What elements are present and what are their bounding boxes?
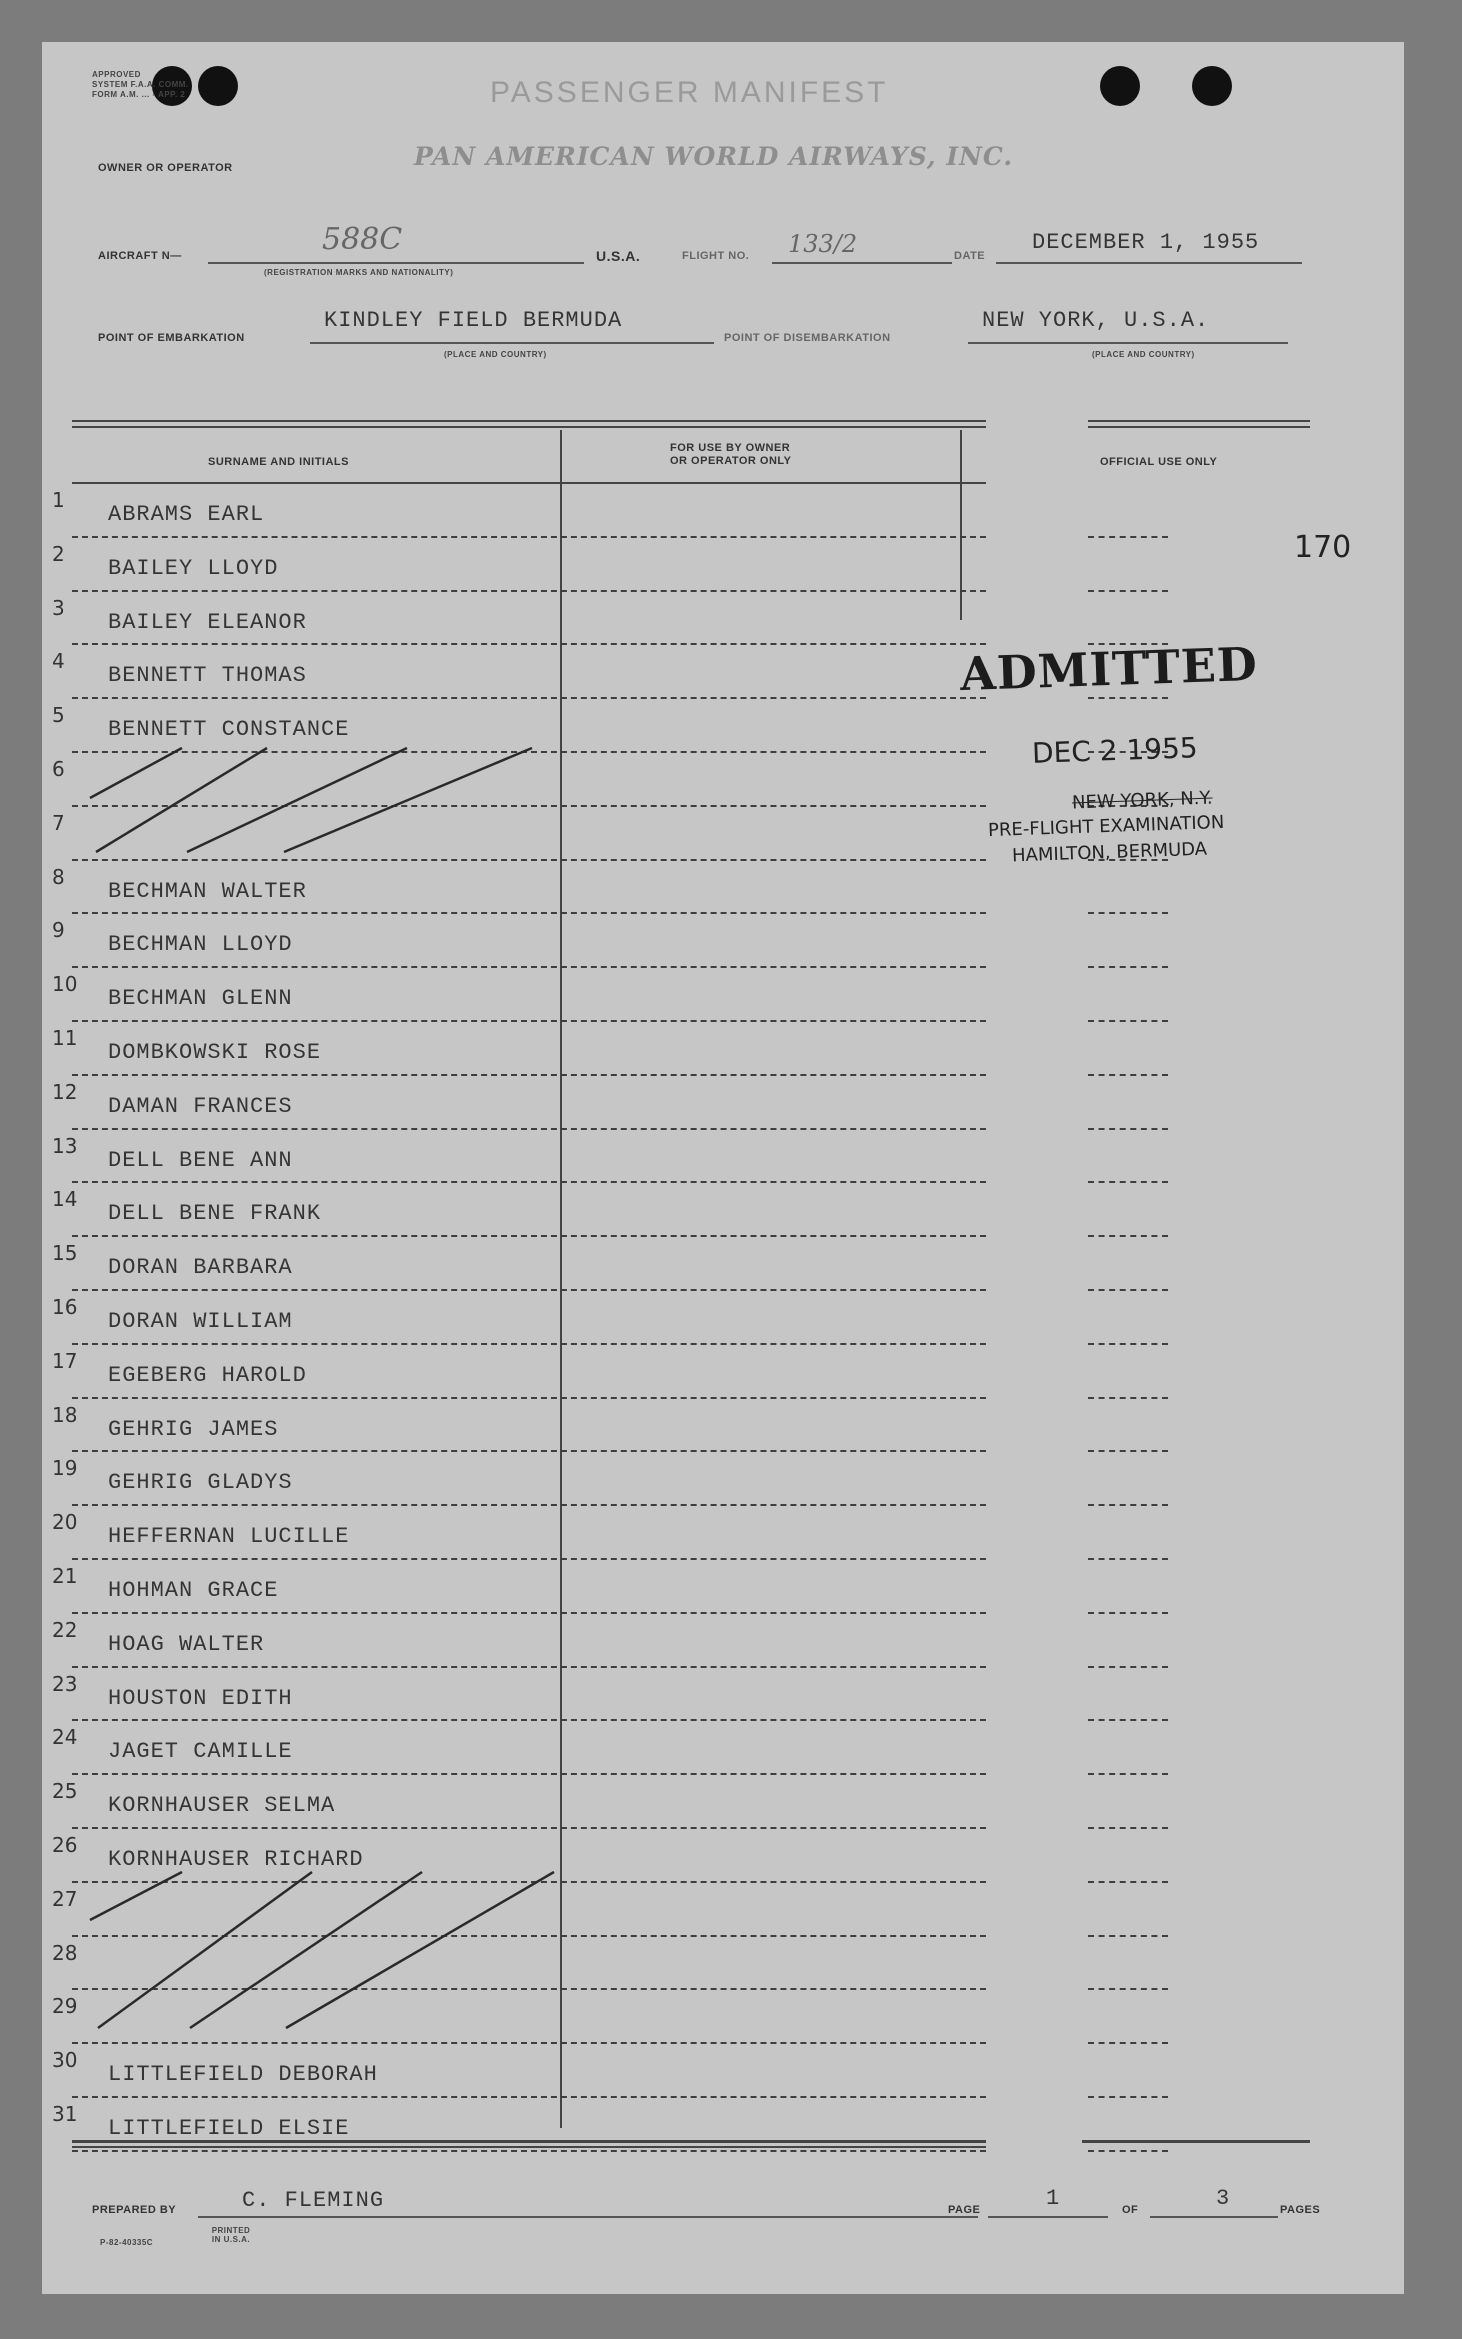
aircraft-label: AIRCRAFT N—: [98, 250, 182, 262]
passenger-name: HOUSTON EDITH: [108, 1685, 293, 1711]
of-value: 3: [1216, 2186, 1231, 2211]
passenger-name: BENNETT CONSTANCE: [108, 717, 350, 743]
row-number: 26: [52, 1833, 78, 1857]
form-number: P-82-40335C: [100, 2238, 154, 2247]
passenger-name: BECHMAN WALTER: [108, 878, 307, 904]
aircraft-sub: (REGISTRATION MARKS AND NATIONALITY): [264, 268, 454, 277]
passenger-name: BAILEY ELEANOR: [108, 609, 307, 635]
row-number: 12: [52, 1079, 78, 1104]
page-label: PAGE: [948, 2204, 981, 2216]
usa-label: U.S.A.: [596, 248, 641, 264]
stamp-date: DEC 2 1955: [1031, 731, 1199, 770]
row-number: 2: [52, 541, 65, 566]
strike-line: [90, 748, 182, 798]
passenger-name: DELL BENE FRANK: [108, 1201, 322, 1227]
embark-sub: (PLACE AND COUNTRY): [444, 350, 547, 359]
passenger-name: BECHMAN LLOYD: [108, 932, 293, 958]
form-title: PASSENGER MANIFEST: [490, 76, 889, 109]
stamp-line-2: PRE-FLIGHT EXAMINATION: [987, 811, 1225, 842]
flight-label: FLIGHT NO.: [682, 250, 750, 262]
aircraft-value: 588C: [322, 222, 403, 257]
row-number: 3: [52, 595, 65, 620]
passenger-name: KORNHAUSER RICHARD: [108, 1847, 364, 1872]
row-number: 8: [52, 864, 65, 889]
row-number: 1: [52, 488, 65, 512]
strike-line: [96, 748, 267, 852]
row-number: 13: [52, 1133, 78, 1158]
passenger-name: GEHRIG GLADYS: [108, 1470, 293, 1496]
date-label: DATE: [954, 250, 986, 262]
page-value: 1: [1046, 2186, 1061, 2211]
flight-value: 133/2: [788, 230, 858, 258]
passenger-name: BAILEY LLOYD: [108, 555, 279, 581]
passenger-name: DELL BENE ANN: [108, 1147, 293, 1173]
strike-line: [284, 748, 532, 852]
embark-value: KINDLEY FIELD BERMUDA: [324, 308, 623, 333]
row-number: 15: [52, 1241, 78, 1266]
prepared-value: C. FLEMING: [242, 2188, 385, 2213]
row-number: 25: [52, 1779, 78, 1804]
approval-line: FORM A.M. ... - APP. 2: [92, 90, 186, 99]
embark-label: POINT OF EMBARKATION: [98, 332, 245, 344]
passenger-name: ABRAMS EARL: [108, 502, 265, 527]
pages-label: PAGES: [1280, 2204, 1321, 2216]
approval-line: SYSTEM F.A.A. COMM.: [92, 80, 189, 89]
row-number: 4: [52, 649, 65, 674]
row-number: 24: [52, 1725, 78, 1750]
row-number: 7: [52, 810, 65, 835]
row-number: 30: [52, 2048, 78, 2073]
row-number: 16: [52, 1295, 78, 1319]
row-number: 21: [52, 1564, 78, 1588]
side-number: 170: [1294, 530, 1352, 565]
passenger-name: DORAN BARBARA: [108, 1255, 293, 1281]
strike-line: [98, 1872, 312, 2028]
owner-use-header: OR OPERATOR ONLY: [670, 455, 792, 467]
manifest-page: [42, 42, 1404, 2294]
prepared-underline: [198, 2216, 978, 2218]
official-use-header: OFFICIAL USE ONLY: [1100, 456, 1218, 468]
admitted-stamp-title: ADMITTED: [959, 636, 1259, 702]
strike-line: [187, 748, 407, 852]
row-number: 29: [52, 1994, 78, 2019]
row-number: 27: [52, 1886, 78, 1911]
strike-line: [190, 1872, 422, 2028]
passenger-name: KORNHAUSER SELMA: [108, 1793, 336, 1819]
strike-line: [90, 1872, 182, 1920]
passenger-name: LITTLEFIELD ELSIE: [108, 2116, 350, 2141]
row-number: 11: [52, 1026, 78, 1050]
owner-use-header: FOR USE BY OWNER: [670, 442, 791, 454]
stamp-line-1: NEW YORK, N.Y.: [1071, 787, 1213, 814]
row-number: 28: [52, 1940, 78, 1965]
stamp-line-3: HAMILTON, BERMUDA: [1011, 838, 1208, 867]
row-number: 22: [52, 1617, 78, 1642]
passenger-name: HOHMAN GRACE: [108, 1578, 279, 1603]
passenger-name: GEHRIG JAMES: [108, 1416, 279, 1442]
page-underline: [988, 2216, 1108, 2218]
prepared-label: PREPARED BY: [92, 2204, 177, 2216]
approval-line: APPROVED: [92, 70, 141, 79]
passenger-name: HOAG WALTER: [108, 1631, 265, 1657]
row-number: 23: [52, 1671, 78, 1696]
printed-label: PRINTED IN U.S.A.: [211, 2226, 251, 2244]
of-underline: [1150, 2216, 1278, 2218]
row-number: 17: [52, 1348, 78, 1373]
passenger-name: LITTLEFIELD DEBORAH: [108, 2062, 378, 2088]
passenger-name: EGEBERG HAROLD: [108, 1362, 307, 1388]
row-number: 18: [52, 1402, 78, 1427]
passenger-name: DORAN WILLIAM: [108, 1309, 293, 1334]
disembark-label: POINT OF DISEMBARKATION: [724, 332, 891, 344]
strike-line: [286, 1872, 554, 2028]
operator-name: PAN AMERICAN WORLD AIRWAYS, INC.: [414, 142, 1014, 171]
row-number: 31: [52, 2102, 78, 2126]
passenger-name: BECHMAN GLENN: [108, 986, 293, 1012]
passenger-name: HEFFERNAN LUCILLE: [108, 1524, 350, 1550]
row-number: 9: [52, 918, 65, 943]
disembark-value: NEW YORK, U.S.A.: [982, 308, 1210, 333]
surname-column-header: SURNAME AND INITIALS: [208, 456, 349, 468]
disembark-sub: (PLACE AND COUNTRY): [1092, 350, 1195, 359]
row-number: 20: [52, 1510, 78, 1535]
passenger-name: DAMAN FRANCES: [108, 1093, 293, 1119]
row-number: 6: [52, 757, 65, 781]
of-label: OF: [1122, 2204, 1139, 2216]
owner-label: OWNER OR OPERATOR: [98, 162, 233, 174]
date-value: DECEMBER 1, 1955: [1032, 230, 1260, 255]
passenger-name: BENNETT THOMAS: [108, 663, 307, 689]
row-number: 5: [52, 703, 65, 728]
passenger-name: JAGET CAMILLE: [108, 1739, 293, 1765]
passenger-name: DOMBKOWSKI ROSE: [108, 1040, 322, 1065]
row-number: 19: [52, 1456, 78, 1481]
strike-marks: [42, 42, 1404, 2294]
row-number: 14: [52, 1187, 78, 1212]
row-number: 10: [52, 972, 78, 997]
